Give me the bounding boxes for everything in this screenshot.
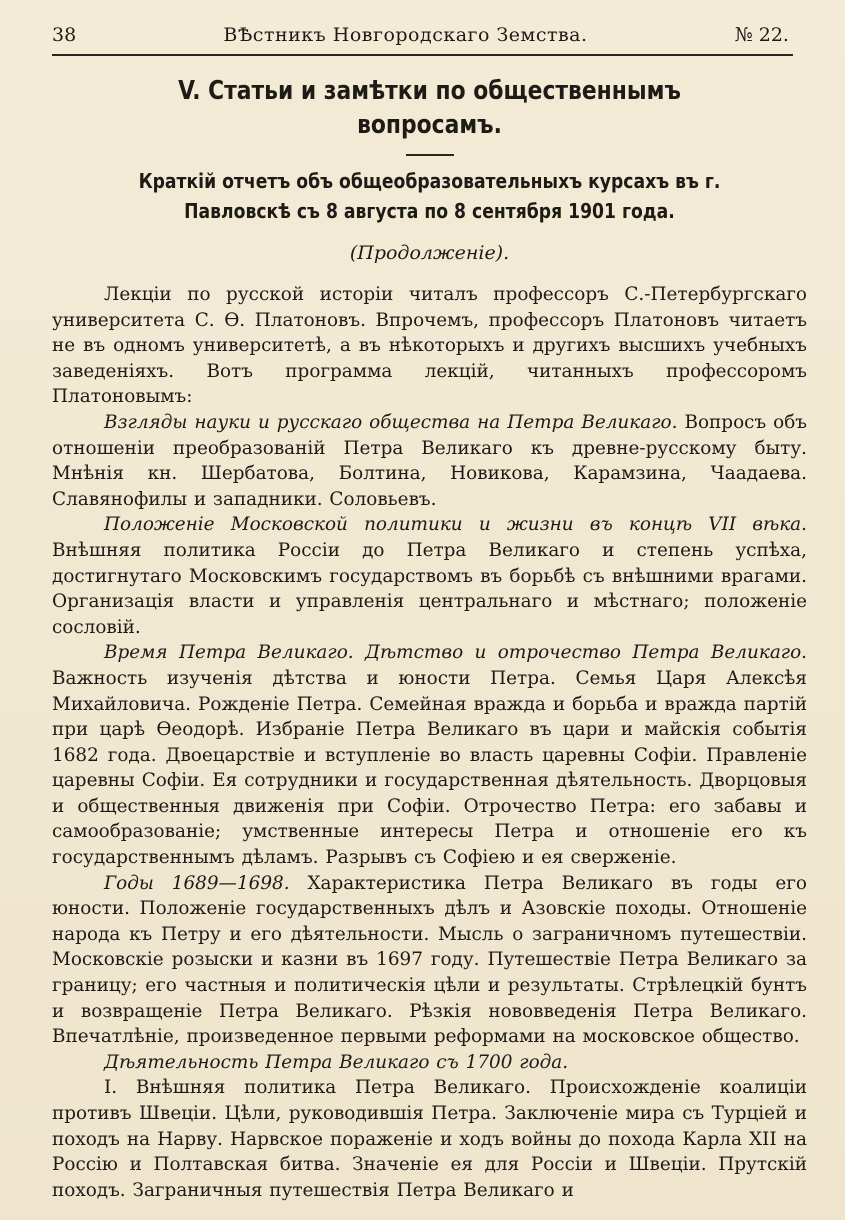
- paragraph-views: Взгляды науки и русскаго общества на Петра Великаго. Вопросъ объ отношеніи преобразованій Петра Великаго къ древне-русскому быту. Мнѣнія кн. Шербатова, Болтина, Новикова, Карамзина, Чаадаева. Славянофилы и западники. Соловьевъ.: [52, 411, 807, 510]
- divider: [406, 154, 454, 156]
- continued-note: (Продолженіе).: [349, 242, 510, 264]
- lecture-topic-heading: Время Петра Великаго. Дѣтство и отрочество Петра Великаго.: [104, 642, 807, 664]
- running-header: [52, 22, 793, 56]
- paragraph-foreign-policy: I. Внѣшняя политика Петра Великаго. Происхожденіе коалиціи противъ Швеціи. Цѣли, руководившія Петра. Заключеніе мира съ Турціей и походъ на Нарву. Нарвское пораженіе и ходъ войны до похода Карла XII на Россію и Полтавская битва. Значеніе ея для Россіи и Швеціи. Прутскій походъ. Заграничныя путешествія Петра Великаго и: [52, 1077, 807, 1201]
- paragraph-intro: Лекціи по русской исторіи читалъ профессоръ С.-Петербургскаго университета С. Ѳ. Платоновъ. Впрочемъ, профессоръ Платоновъ читаетъ не въ одномъ университетѣ, а въ нѣкоторыхъ и другихъ высшихъ учебныхъ заведеніяхъ. Вотъ программа лекцій, читанныхъ профессоромъ Платоновымъ:: [52, 284, 807, 408]
- paragraph-moscow-politics: Положеніе Московской политики и жизни въ концѣ VII вѣка. Внѣшняя политика Россіи до Петра Великаго и степень успѣха, достигнутаго Московскимъ государствомъ въ борьбѣ съ внѣшними врагами. Организація власти и управленія центральнаго и мѣстнаго; положеніе сословій.: [52, 514, 807, 638]
- article-title: Краткій отчетъ объ общеобразовательныхъ курсахъ въ г. Павловскѣ съ 8 августа по 8 сентября 1901 года.: [138, 169, 721, 223]
- lecture-topic-heading: Годы 1689—1698.: [104, 872, 290, 894]
- lecture-topic-heading: Положеніе Московской политики и жизни въ концѣ VII вѣка.: [104, 514, 807, 536]
- lecture-topic-heading: Взгляды науки и русскаго общества на Петра Великаго.: [104, 411, 678, 433]
- article-body: [52, 282, 807, 1203]
- journal-title: ВѢстникъ Новгородскаго Земства.: [223, 24, 588, 46]
- paragraph-activity-heading: [52, 1050, 807, 1076]
- lecture-topic-heading: Дѣятельность Петра Великаго съ 1700 года.: [104, 1051, 569, 1073]
- section-title: V. Статьи и замѣтки по общественнымъ вопросамъ.: [178, 76, 681, 140]
- issue-number: № 22.: [734, 24, 789, 46]
- paragraph-years: Годы 1689—1698. Характеристика Петра Великаго въ годы его юности. Положеніе государственныхъ дѣлъ и Азовскіе походы. Отношеніе народа къ Петру и его дѣятельности. Мысль о заграничномъ путешествіи. Московскіе розыски и казни въ 1697 году. Путешествіе Петра Великаго за границу; его частныя и политическія цѣли и результаты. Стрѣлецкій бунтъ и возвращеніе Петра Великаго. Рѣзкія нововведенія Петра Великаго. Впечатлѣніе, произведенное первыми реформами на московское общество.: [52, 872, 807, 1048]
- paragraph-childhood: Время Петра Великаго. Дѣтство и отрочество Петра Великаго. Важность изученія дѣтства и юности Петра. Семья Царя Алексѣя Михайловича. Рожденіе Петра. Семейная вражда и борьба и вражда партій при царѣ Ѳеодорѣ. Избраніе Петра Великаго въ цари и майскія событія 1682 года. Двоецарствіе и вступленіе во власть царевны Софіи. Правленіе царевны Софіи. Ея сотрудники и государственная дѣятельность. Дворцовыя и общественныя движенія при Софіи. Отрочество Петра: его забавы и самообразованіе; умственные интересы Петра и отношеніе его къ государственнымъ дѣламъ. Разрывъ съ Софіею и ея сверженіе.: [52, 642, 807, 869]
- page-number: 38: [52, 24, 77, 46]
